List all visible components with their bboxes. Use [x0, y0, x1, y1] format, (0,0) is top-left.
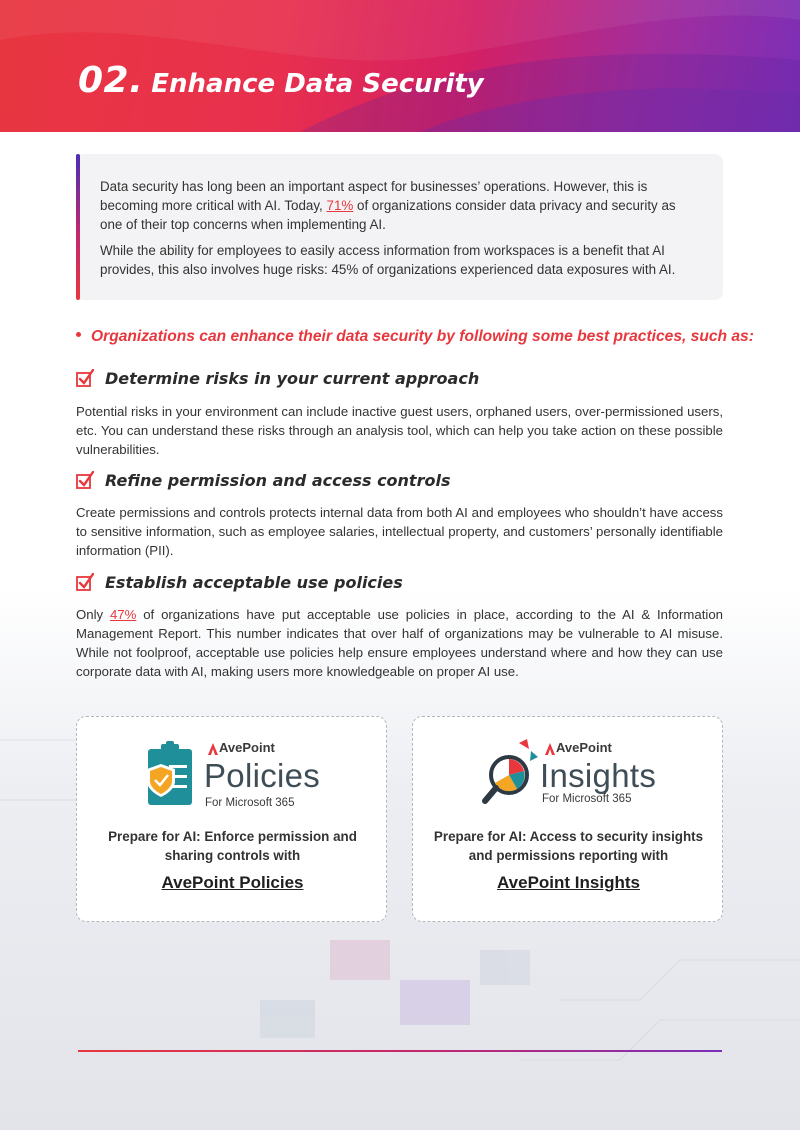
- section-number: 02.: [78, 60, 144, 101]
- bullet-dot-icon: [76, 332, 81, 337]
- product-name: Policies: [204, 757, 321, 794]
- stat-link-71[interactable]: 71%: [326, 198, 354, 213]
- intro-paragraph-2: While the ability for employees to easily access information from workspaces is a benefit that AI provides, this also involves huge risks: 45% of organizations experienced data exposures with AI.: [100, 243, 676, 277]
- intro-accent-bar: [76, 154, 80, 300]
- brand-name: AvePoint: [556, 740, 612, 755]
- product-subtitle: For Microsoft 365: [542, 793, 632, 805]
- section-heading-risks: Determine risks in your current approach: [76, 369, 479, 388]
- avepoint-brand-icon: [545, 743, 555, 755]
- section-heading-policies: Establish acceptable use policies: [76, 573, 403, 592]
- intro-paragraph-1: Data security has long been an important aspect for businesses’ operations. However, this is becoming more critical with AI. Today, 71% of organizations consider data privacy and security as one of their top concerns when implementing AI.: [100, 179, 676, 232]
- product-name: Insights: [540, 757, 657, 794]
- product-card-policies[interactable]: [76, 716, 387, 922]
- card-product-link[interactable]: AvePoint Insights: [497, 873, 640, 892]
- section-body-risks: Potential risks in your environment can include inactive guest users, orphaned users, over-permissioned users, etc. You can understand these risks through an analysis tool, which can help you take action on these possible vulnerabilities.: [76, 404, 723, 457]
- checkbox-checked-icon: [76, 471, 94, 489]
- card-caption: Prepare for AI: Enforce permission and sharing controls with: [108, 829, 357, 863]
- magnifier-chart-icon: [485, 739, 538, 801]
- card-product-link[interactable]: AvePoint Policies: [161, 873, 304, 892]
- section-body-policies: Only 47% of organizations have put acceptable use policies in place, according to the AI & Information Management Report. This number indicates that over half of organizations may be vulnerable to AI misuse. While not foolproof, acceptable use policies help ensure employees understand where and how they can use corporate data with AI, making users more knowledgeable on proper AI use.: [76, 607, 723, 679]
- section-title: Enhance Data Security: [151, 69, 484, 99]
- intro-box: [76, 154, 723, 300]
- section-heading-permissions: Refine permission and access controls: [76, 471, 450, 490]
- section-body-permissions: Create permissions and controls protects internal data from both AI and employees who shouldn’t have access to sensitive information, such as employee salaries, intellectual property, and customers’ personally identifiable information (PII).: [76, 505, 723, 558]
- avepoint-brand-icon: [208, 743, 218, 755]
- clipboard-shield-icon: [147, 741, 192, 805]
- page-title: [78, 60, 484, 101]
- lead-bullet: Organizations can enhance their data security by following some best practices, such as:: [76, 328, 736, 346]
- product-card-insights[interactable]: [412, 716, 723, 922]
- brand-name: AvePoint: [219, 740, 275, 755]
- checkbox-checked-icon: [76, 573, 94, 591]
- header-banner: [0, 0, 800, 132]
- checkbox-checked-icon: [76, 369, 94, 387]
- product-subtitle: For Microsoft 365: [205, 797, 295, 809]
- footer-divider: [78, 1050, 722, 1052]
- stat-link-47[interactable]: 47%: [109, 607, 137, 622]
- card-caption: Prepare for AI: Access to security insights and permissions reporting with: [433, 829, 704, 863]
